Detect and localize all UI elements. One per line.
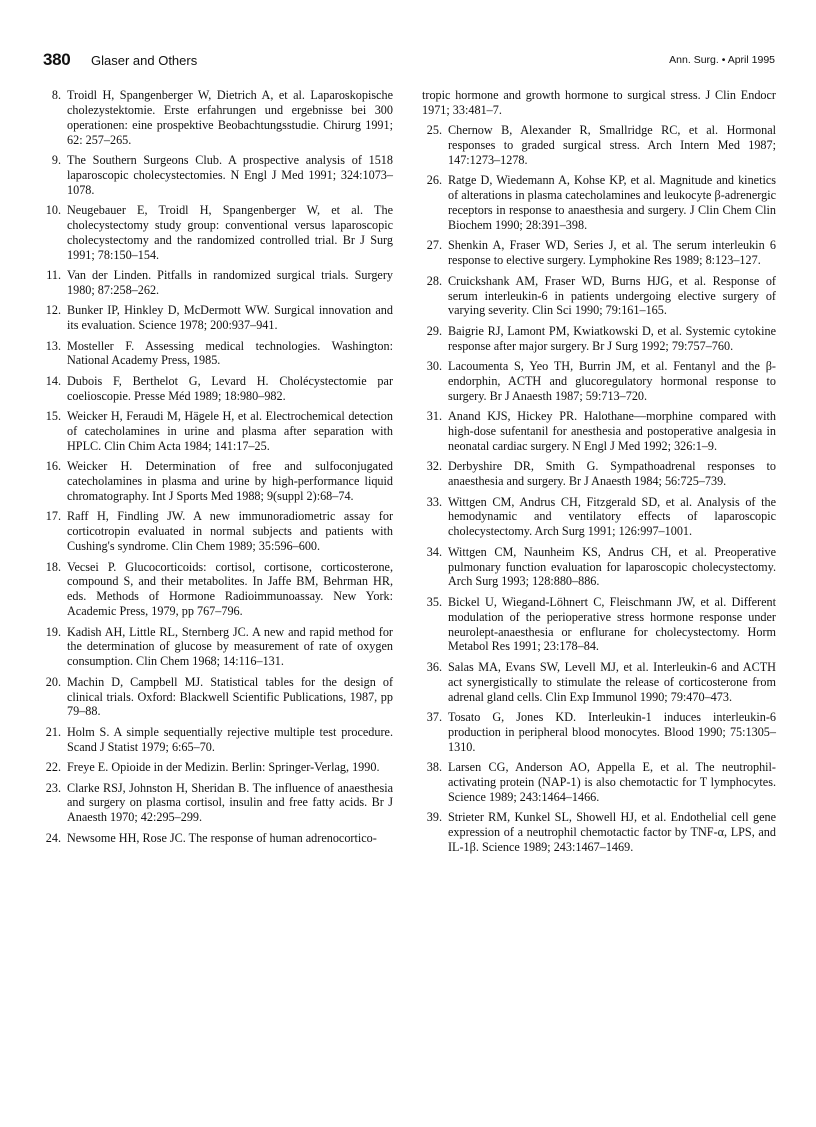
reference-number: 9. [51, 152, 61, 167]
reference-item [422, 710, 776, 755]
reference-item [422, 238, 776, 268]
reference-item [422, 545, 776, 590]
reference-number: 23. [45, 780, 61, 795]
reference-number: 8. [51, 88, 61, 102]
reference-number: 35. [426, 594, 442, 609]
reference-text: Shenkin A, Fraser WD, Series J, et al. The serum interleukin 6 response to elective surgery. Lymphokine Res 1989; 8:123–127. [448, 238, 776, 268]
reference-item [41, 374, 393, 404]
reference-item [422, 495, 776, 540]
reference-text: Baigrie RJ, Lamont PM, Kwiatkowski D, et al. Systemic cytokine response after major surgery. Br J Surg 1992; 79:757–760. [448, 323, 776, 353]
reference-number: 25. [426, 123, 442, 138]
reference-text: Dubois F, Berthelot G, Levard H. Cholécystectomie par coelioscopie. Presse Méd 1989; 18:980–982. [67, 373, 393, 403]
reference-item [41, 625, 393, 670]
reference-text: Anand KJS, Hickey PR. Halothane—morphine compared with high-dose sufentanil for anesthesia and postoperative analgesia in neonatal cardiac surgery. N Engl J Med 1992; 326:1–9. [448, 409, 776, 453]
reference-item [422, 359, 776, 404]
page-header [0, 50, 816, 74]
reference-text: Van der Linden. Pitfalls in randomized surgical trials. Surgery 1980; 87:258–262. [67, 268, 393, 297]
reference-item [422, 123, 776, 168]
reference-number: 10. [45, 203, 61, 218]
reference-text: Kadish AH, Little RL, Sternberg JC. A new and rapid method for the determination of glucose by measurement of rate of oxygen consumption. Clin Chem 1968; 14:116–131. [67, 624, 393, 669]
reference-number: 32. [426, 459, 442, 474]
reference-text: Bunker IP, Hinkley D, McDermott WW. Surgical innovation and its evaluation. Science 1978; 200:937–941. [67, 303, 393, 333]
references-right-column [422, 88, 776, 860]
reference-text: Bickel U, Wiegand-Löhnert C, Fleischmann JW, et al. Different modulation of the perioperative stress hormone response under neurolept-anaesthesia or enflurane for cholecystectomy. Horm Metabol Res 1991; 23:178–84. [448, 594, 776, 654]
reference-item [422, 324, 776, 354]
reference-text: The Southern Surgeons Club. A prospective analysis of 1518 laparoscopic cholecystectomies. N Engl J Med 1991; 324:1073–1078. [67, 152, 393, 197]
reference-number: 26. [426, 173, 442, 188]
reference-item [422, 274, 776, 319]
reference-continuation: tropic hormone and growth hormone to surgical stress. J Clin Endocr 1971; 33:481–7. [422, 88, 776, 117]
reference-number: 11. [46, 268, 61, 283]
reference-text: Weicker H. Determination of free and sulfoconjugated catecholamines in plasma and urine by high-performance liquid chromatography. Int J Sports Med 1988; 9(suppl 2):68–74. [67, 459, 393, 503]
reference-item [41, 831, 393, 846]
reference-item [41, 303, 393, 333]
reference-number: 16. [45, 459, 61, 474]
reference-number: 31. [426, 409, 442, 424]
reference-text: Weicker H, Feraudi M, Hägele H, et al. Electrochemical detection of catecholamines in urine and plasma after separation with HPLC. Clin Chim Acta 1984; 141:17–25. [67, 409, 393, 453]
reference-text: Vecsei P. Glucocorticoids: cortisol, cortisone, corticosterone, compound S, and their metabolites. In Jaffe BM, Behrman HR, eds. Methods of Hormone Radioimmunoassay. New York: Academic Press, 1979, pp 767–796. [67, 559, 393, 619]
reference-number: 18. [45, 559, 61, 574]
reference-text: Salas MA, Evans SW, Levell MJ, et al. Interleukin-6 and ACTH act synergistically to stimulate the release of corticosterone from adrenal gland cells. Clin Exp Immunol 1990; 79:470–473. [448, 659, 776, 704]
reference-text: Raff H, Findling JW. A new immunoradiometric assay for corticotropin evaluated in normal subjects and patients with Cushing's syndrome. Clin Chem 1989; 35:596–600. [67, 509, 393, 554]
reference-item [41, 153, 393, 198]
reference-text: Tosato G, Jones KD. Interleukin-1 induces interleukin-6 production in peripheral blood monocytes. Blood 1990; 75:1305–1310. [448, 709, 776, 754]
running-head: Glaser and Others [91, 53, 198, 68]
reference-number: 17. [45, 509, 61, 524]
reference-text: Freye E. Opioide in der Medizin. Berlin: Springer-Verlag, 1990. [67, 760, 380, 775]
reference-text: Ratge D, Wiedemann A, Kohse KP, et al. Magnitude and kinetics of alterations in plasma catecholamines and leukocyte β-adrenergic receptors in response to anaesthesia and surgery. J Clin Chem Clin Biochem 1990; 28:391–398. [448, 173, 776, 232]
reference-item [41, 409, 393, 454]
reference-text: Derbyshire DR, Smith G. Sympathoadrenal responses to anaesthesia and surgery. Br J Anaesth 1984; 56:725–739. [448, 459, 776, 489]
reference-number: 27. [426, 238, 442, 253]
reference-number: 38. [426, 760, 442, 775]
reference-item [422, 459, 776, 489]
reference-text: Mosteller F. Assessing medical technologies. Washington: National Academy Press, 1985. [67, 338, 393, 368]
reference-number: 29. [426, 323, 442, 338]
reference-item [41, 509, 393, 554]
reference-item [41, 268, 393, 298]
reference-text: Lacoumenta S, Yeo TH, Burrin JM, et al. Fentanyl and the β-endorphin, ACTH and glucoregulatory hormonal response to surgery. Br J Anaesth 1987; 59:713–720. [448, 359, 776, 403]
reference-number: 39. [426, 810, 442, 825]
reference-item [422, 760, 776, 805]
journal-citation: Ann. Surg. • April 1995 [669, 54, 775, 66]
reference-text: Neugebauer E, Troidl H, Spangenberger W, et al. The cholecystectomy study group: conventional versus laparoscopic cholecystectomy and the randomized controlled trial. Br J Surg 1991; 78:150–154. [67, 203, 393, 262]
reference-number: 28. [426, 273, 442, 288]
reference-item [41, 203, 393, 262]
reference-number: 15. [45, 409, 61, 424]
reference-number: 20. [45, 674, 61, 689]
reference-number: 34. [426, 544, 442, 559]
reference-item [41, 459, 393, 504]
reference-number: 33. [426, 494, 442, 509]
reference-text: Wittgen CM, Andrus CH, Fitzgerald SD, et al. Analysis of the hemodynamic and ventilatory effects of laparoscopic cholecystectomy. Arch Surg 1991; 126:997–1001. [448, 494, 776, 539]
reference-number: 21. [45, 724, 61, 739]
references-left-column [41, 88, 393, 851]
reference-text: Strieter RM, Kunkel SL, Showell HJ, et al. Endothelial cell gene expression of a neutrophil chemotactic factor by TNF-α, LPS, and IL-1β. Science 1989; 243:1467–1469. [448, 810, 776, 854]
reference-number: 19. [45, 624, 61, 639]
reference-item [41, 560, 393, 619]
reference-text: Newsome HH, Rose JC. The response of human adrenocortico- [67, 830, 377, 845]
reference-number: 30. [426, 359, 442, 374]
reference-item [41, 675, 393, 720]
reference-text: Holm S. A simple sequentially rejective multiple test procedure. Scand J Statist 1979; 6:65–70. [67, 724, 393, 754]
reference-text: Wittgen CM, Naunheim KS, Andrus CH, et al. Preoperative pulmonary function evaluation for laparoscopic cholecystectomy. Arch Surg 1993; 128:880–886. [448, 544, 776, 589]
reference-text: Clarke RSJ, Johnston H, Sheridan B. The influence of anaesthesia and surgery on plasma cortisol, insulin and free fatty acids. Br J Anaesth 1970; 42:295–299. [67, 780, 393, 825]
reference-number: 22. [45, 760, 61, 775]
reference-text: Troidl H, Spangenberger W, Dietrich A, et al. Laparoskopische cholezystektomie. Erste erfahrungen und ergebnisse bei 300 operationen: eine prospektive Beobachtungsstudie. Chirurg 1991; 62: 257–265. [67, 88, 393, 147]
page-number: 380 [43, 50, 71, 69]
reference-item [41, 725, 393, 755]
reference-item [422, 409, 776, 454]
reference-number: 12. [45, 303, 61, 318]
reference-item [41, 781, 393, 826]
reference-text: Chernow B, Alexander R, Smallridge RC, et al. Hormonal responses to graded surgical stress. Arch Intern Med 1987; 147:1273–1278. [448, 123, 776, 167]
reference-item [422, 810, 776, 855]
reference-item [41, 760, 393, 775]
reference-number: 36. [426, 659, 442, 674]
reference-item [422, 595, 776, 654]
reference-text: Larsen CG, Anderson AO, Appella E, et al. The neutrophil-activating protein (NAP-1) is also chemotactic for T lymphocytes. Science 1989; 243:1464–1466. [448, 760, 776, 804]
reference-item [422, 660, 776, 705]
reference-number: 37. [426, 709, 442, 724]
reference-text: Machin D, Campbell MJ. Statistical tables for the design of clinical trials. Oxford: Blackwell Scientific Publications, 1987, pp 79–88. [67, 674, 393, 719]
reference-text: Cruickshank AM, Fraser WD, Burns HJG, et al. Response of serum interleukin-6 in patients undergoing elective surgery of varying severity. Clin Sci 1990; 79:161–165. [448, 273, 776, 318]
reference-item [422, 173, 776, 232]
reference-number: 14. [45, 373, 61, 388]
reference-number: 13. [45, 338, 61, 353]
reference-item [41, 88, 393, 147]
reference-number: 24. [45, 830, 61, 845]
reference-item [41, 339, 393, 369]
